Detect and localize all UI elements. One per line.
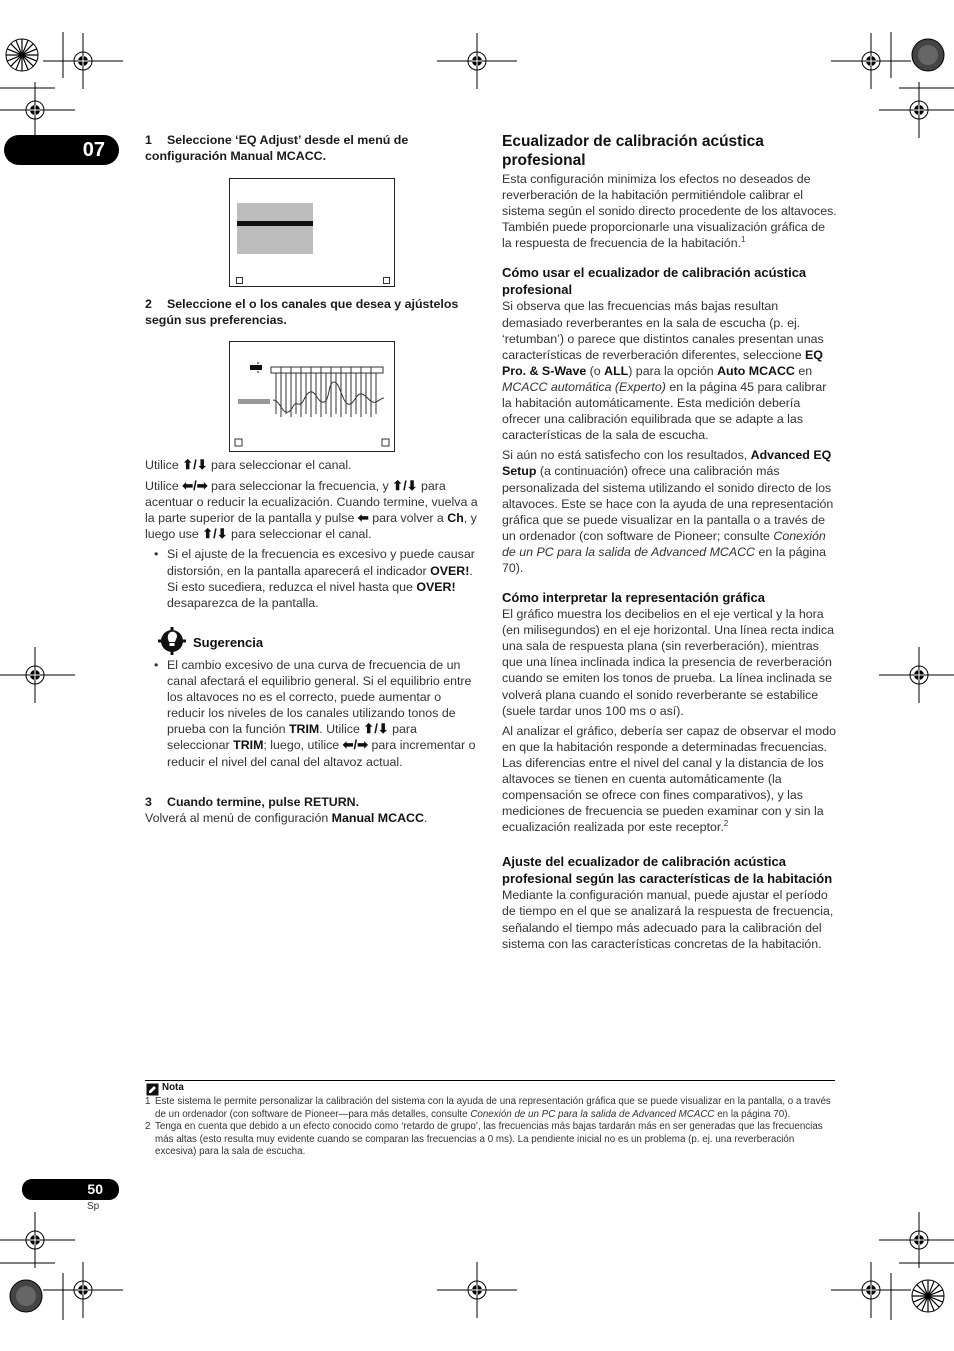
select-frequency-text: Utilice ⬅/➡ para seleccionar la frecuencia, y ⬆/⬇ para acentuar o reducir la ecualización. Cuando termine, vuelva a la parte superior de la pantalla y pulse ⬅ para volver a Ch, y luego use ⬆/⬇ para seleccionar el canal. [145,478,478,542]
page-number: 50 [87,1181,103,1197]
footnote-2: 2 Tenga en cuenta que debido a un efecto conocido como ‘retardo de grupo’, las frecuencias más bajas tardarán más en ser generadas que las frecuencias más altas (esto resulta muy evidente cuando se comparan las frecuencias a 0 ms). La pendiente inicial no es un problema (p. ej. una reverberación excesiva) para la sala de escucha. [145,1121,823,1158]
tip-lightbulb-icon [158,627,186,655]
notes-header [145,1081,835,1096]
step-3-block [145,794,480,830]
screen-corner-icon [383,277,390,284]
menu-selected-bar [237,221,313,226]
return-text: Volverá al menú de configuración Manual MCACC. [145,811,428,826]
chapter-number: 07 [82,139,105,161]
subheading-adjust: Ajuste del ecualizador de calibración acústica profesional según las características de la habitación [502,854,833,887]
menu-highlight-panel [237,203,313,254]
chapter-tab [4,135,119,165]
eq-graph-screen [229,341,395,452]
page-number-tab [22,1179,119,1200]
analysis-text: Al analizar el gráfico, debería ser capaz de observar el modo en que la habitación responde a determinadas frecuencias. Las diferencias entre el nivel del canal y la distancia de los altavoces se tienen en cuenta automáticamente (la compensación se ofrece con fines comparativos), y las mediciones de frecuencia se pueden examinar con y sin la ecualización realizada por este receptor.$^2$ [502,723,837,835]
select-channel-text: Utilice ⬆/⬇ para seleccionar el canal. [145,457,352,472]
subheading-how-to-use: Cómo usar el ecualizador de calibración acústica profesional [502,265,807,298]
screen-corner-icon [236,277,243,284]
footnotes [145,1080,835,1159]
tip-body [145,657,480,770]
how-to-use-text: Si observa que las frecuencias más bajas resultan demasiado reverberantes en la sala de escucha (p. ej. ‘retumban’) o parece que distintos canales presentan unas características de reverberación diferentes, seleccione EQ Pro. & S-Wave (o ALL) para la opción Auto MCACC en MCACC automática (Experto) en la página 45 para calibrar la habitación automáticamente. Esta medición debería ofrecer una calibración equilibrada que se adapte a las características de la sala de escucha. [502,299,827,443]
step-2: 2 Seleccione el o los canales que desea y ajústelos según sus preferencias. [145,297,459,328]
left-column-step2 [145,296,480,328]
note-pencil-icon [146,1083,159,1096]
advanced-eq-text: Si aún no está satisfecho con los resultados, Advanced EQ Setup (a continuación) ofrece una calibración más personalizada del sistema utilizando el sonido directo de los altavoces. Este se hace con la ayuda de una representación gráfica que se puede visualizar en la pantalla o a través de un ordenador (con software de Pioneer; consulte Conexión de un PC para la salida de Advanced MCACC en la página 70). [502,448,834,575]
step-3: 3 Cuando termine, pulse RETURN. [145,795,360,809]
tip-bullet: • El cambio excesivo de una curva de frecuencia de un canal afectará el equilibrio general. Si el equilibrio entre los altavoces no es el correcto, puede aumentar o reducir los niveles de los canales utilizando tonos de prueba con la función TRIM. Utilice ⬆/⬇ para seleccionar TRIM; luego, utilice ⬅/➡ para incrementar o reducir el nivel del canal del altavoz actual. [145,657,480,770]
right-column [502,132,837,955]
graph-text: El gráfico muestra los decibelios en el eje vertical y la hora (en milisegundos) en el eje horizontal. Una línea recta indica una sala de respuesta plana (sin reverberación), mientras que una línea inclinada indica la presencia de reverberación cuando se emiten los tonos de prueba. La línea inclinada se volverá plana cuando el sonido reverberante se estabilice (suele tardar unos 100 ms o así). [502,607,834,718]
section-heading-eq-pro: Ecualizador de calibración acústica profesional [502,133,764,169]
eq-curve-graphic [230,342,394,451]
footnote-1: 1 Este sistema le permite personalizar la calibración del sistema con la ayuda de una representación gráfica que se puede visualizar en la pantalla, o a través de un ordenador (con software de Pioneer—para más detalles, consulte Conexión de un PC para la salida de Advanced MCACC en la página 70). [145,1096,831,1120]
left-body [145,457,480,611]
step-1: 1 Seleccione ‘EQ Adjust’ desde el menú de configuración Manual MCACC. [145,133,409,164]
left-column [145,132,480,164]
language-code: Sp [87,1201,100,1212]
adjust-text: Mediante la configuración manual, puede ajustar el período de tiempo en el que se analizará la respuesta de frecuencia, señalando el tiempo más adecuado para la calibración del sistema con las características concretas de la habitación. [502,888,834,951]
subheading-graph: Cómo interpretar la representación gráfica [502,590,765,606]
notes-title: Nota [162,1082,184,1093]
overload-bullet: • Si el ajuste de la frecuencia es excesivo y puede causar distorsión, en la pantalla aparecerá el indicador OVER!. Si esto sucediera, reduzca el nivel hasta que OVER! desaparezca de la pantalla. [145,546,480,610]
eq-pro-intro: Esta configuración minimiza los efectos no deseados de reverberación de la habitación permitiéndole calibrar el sistema según el sonido directo procedente de los altavoces. También puede proporcionarle una visualización gráfica de la respuesta de frecuencia de la habitación.$^1$ [502,172,837,251]
tip-title: Sugerencia [193,635,264,650]
eq-adjust-menu-screen [229,178,395,287]
